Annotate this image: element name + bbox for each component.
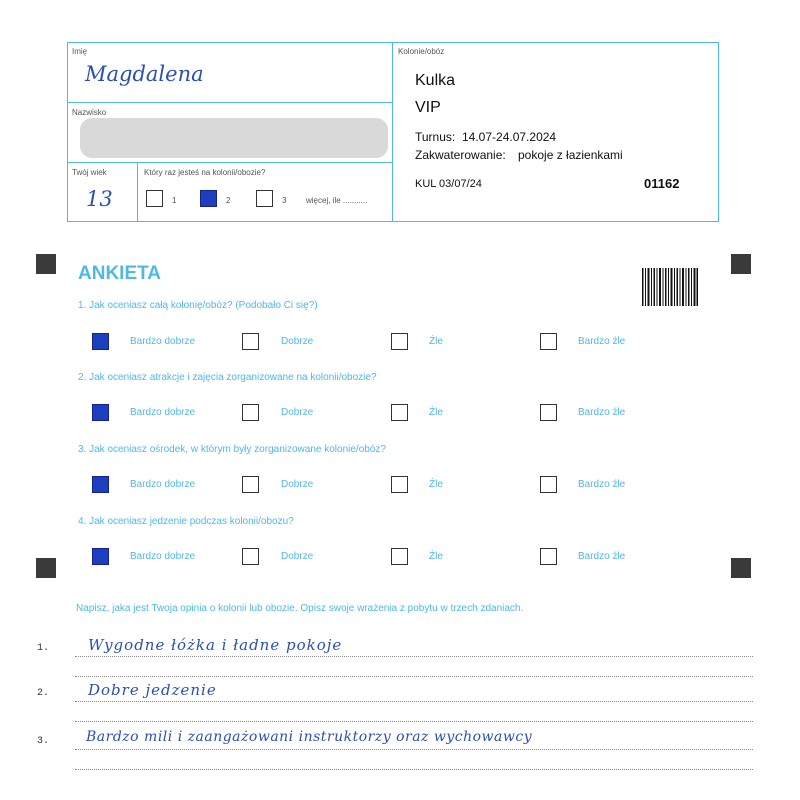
- visit-count-label-3: 3: [282, 196, 287, 205]
- header-divider-age: [137, 162, 138, 222]
- question-1-text: 1. Jak oceniasz całą kolonię/obóz? (Podobało Ci się?): [78, 300, 318, 311]
- q1-option-bardzo-zle-label: Bardzo źle: [578, 336, 626, 347]
- q2-option-dobrze-checkbox[interactable]: [242, 404, 259, 421]
- kolonie-label: Kolonie/obóz: [398, 47, 445, 56]
- answer-2-line-2: [75, 721, 753, 722]
- camp-name: Kulka: [415, 72, 456, 89]
- nazwisko-redacted: [80, 118, 388, 158]
- opinion-prompt: Napisz, jaka jest Twoja opinia o kolonii lub obozie. Opisz swoje wrażenia z pobytu w trzech zdaniach.: [76, 603, 524, 614]
- q4-option-bardzo-zle-checkbox[interactable]: [540, 548, 557, 565]
- q4-option-bardzo-dobrze-label: Bardzo dobrze: [130, 551, 196, 562]
- registration-marker-bottom-left: [36, 558, 56, 578]
- nazwisko-label: Nazwisko: [72, 108, 107, 117]
- answer-1-line-2: [75, 676, 753, 677]
- answer-1-line: [75, 656, 753, 657]
- wiecej-label: więcej, ile ...........: [306, 196, 368, 205]
- q4-option-zle-label: Źle: [429, 551, 443, 562]
- answer-1-text[interactable]: Wygodne łóżka i ładne pokoje: [88, 636, 343, 654]
- registration-marker-bottom-right: [731, 558, 751, 578]
- wiek-label: Twój wiek: [72, 168, 107, 177]
- header-divider-h2: [67, 162, 393, 163]
- question-2-text: 2. Jak oceniasz atrakcje i zajęcia zorganizowane na kolonii/obozie?: [78, 372, 377, 383]
- q3-option-dobrze-checkbox[interactable]: [242, 476, 259, 493]
- visit-count-checkbox-1[interactable]: [146, 190, 163, 207]
- imie-value[interactable]: Magdalena: [85, 62, 204, 86]
- q1-option-bardzo-dobrze-label: Bardzo dobrze: [130, 336, 196, 347]
- q1-option-zle-checkbox[interactable]: [391, 333, 408, 350]
- answer-3-line-2: [75, 769, 753, 770]
- q2-option-bardzo-dobrze-checkbox[interactable]: [92, 404, 109, 421]
- barcode: [642, 268, 698, 306]
- question-3-text: 3. Jak oceniasz ośrodek, w którym były zorganizowane kolonie/obóz?: [78, 444, 386, 455]
- header-divider-vertical: [392, 42, 393, 222]
- answer-2-line: [75, 701, 753, 702]
- q2-option-dobrze-label: Dobrze: [281, 407, 314, 418]
- survey-title: ANKIETA: [78, 263, 162, 284]
- q1-option-bardzo-zle-checkbox[interactable]: [540, 333, 557, 350]
- answer-3-text[interactable]: Bardzo mili i zaangażowani instruktorzy oraz wychowawcy: [86, 729, 533, 745]
- q2-option-bardzo-dobrze-label: Bardzo dobrze: [130, 407, 196, 418]
- q2-option-bardzo-zle-checkbox[interactable]: [540, 404, 557, 421]
- visit-count-checkbox-3[interactable]: [256, 190, 273, 207]
- q2-option-bardzo-zle-label: Bardzo źle: [578, 407, 626, 418]
- q4-option-bardzo-zle-label: Bardzo źle: [578, 551, 626, 562]
- turnus-label: Turnus:: [415, 130, 456, 144]
- turnus-value: 14.07-24.07.2024: [462, 130, 557, 144]
- q1-option-zle-label: Źle: [429, 336, 443, 347]
- camp-type: VIP: [415, 99, 441, 116]
- visit-count-checkbox-2[interactable]: [200, 190, 217, 207]
- q3-option-bardzo-dobrze-label: Bardzo dobrze: [130, 479, 196, 490]
- q4-option-bardzo-dobrze-checkbox[interactable]: [92, 548, 109, 565]
- q3-option-bardzo-zle-label: Bardzo źle: [578, 479, 626, 490]
- registration-marker-top-left: [36, 254, 56, 274]
- q3-option-dobrze-label: Dobrze: [281, 479, 314, 490]
- q3-option-zle-checkbox[interactable]: [391, 476, 408, 493]
- visit-count-label-1: 1: [172, 196, 177, 205]
- q3-option-bardzo-dobrze-checkbox[interactable]: [92, 476, 109, 493]
- form-code: KUL 03/07/24: [415, 178, 482, 190]
- answer-3-line: [75, 749, 753, 750]
- imie-label: Imię: [72, 47, 88, 56]
- q1-option-dobrze-label: Dobrze: [281, 336, 314, 347]
- answer-2-text[interactable]: Dobre jedzenie: [88, 681, 217, 699]
- answer-2-number: 2.: [37, 688, 50, 699]
- q1-option-dobrze-checkbox[interactable]: [242, 333, 259, 350]
- form-number: 01162: [644, 176, 680, 191]
- ktory-raz-label: Który raz jesteś na kolonii/obozie?: [144, 168, 266, 177]
- zakwaterowanie-value: pokoje z łazienkami: [518, 148, 623, 162]
- question-4-text: 4. Jak oceniasz jedzenie podczas kolonii/obozu?: [78, 516, 294, 527]
- q3-option-zle-label: Źle: [429, 479, 443, 490]
- answer-1-number: 1.: [37, 643, 50, 654]
- q4-option-zle-checkbox[interactable]: [391, 548, 408, 565]
- answer-3-number: 3.: [37, 736, 50, 747]
- header-divider-h1: [67, 102, 393, 103]
- q2-option-zle-label: Źle: [429, 407, 443, 418]
- zakwaterowanie-label: Zakwaterowanie:: [415, 148, 506, 162]
- q4-option-dobrze-label: Dobrze: [281, 551, 314, 562]
- wiek-value[interactable]: 13: [86, 187, 113, 211]
- visit-count-label-2: 2: [226, 196, 231, 205]
- q4-option-dobrze-checkbox[interactable]: [242, 548, 259, 565]
- q2-option-zle-checkbox[interactable]: [391, 404, 408, 421]
- q3-option-bardzo-zle-checkbox[interactable]: [540, 476, 557, 493]
- registration-marker-top-right: [731, 254, 751, 274]
- q1-option-bardzo-dobrze-checkbox[interactable]: [92, 333, 109, 350]
